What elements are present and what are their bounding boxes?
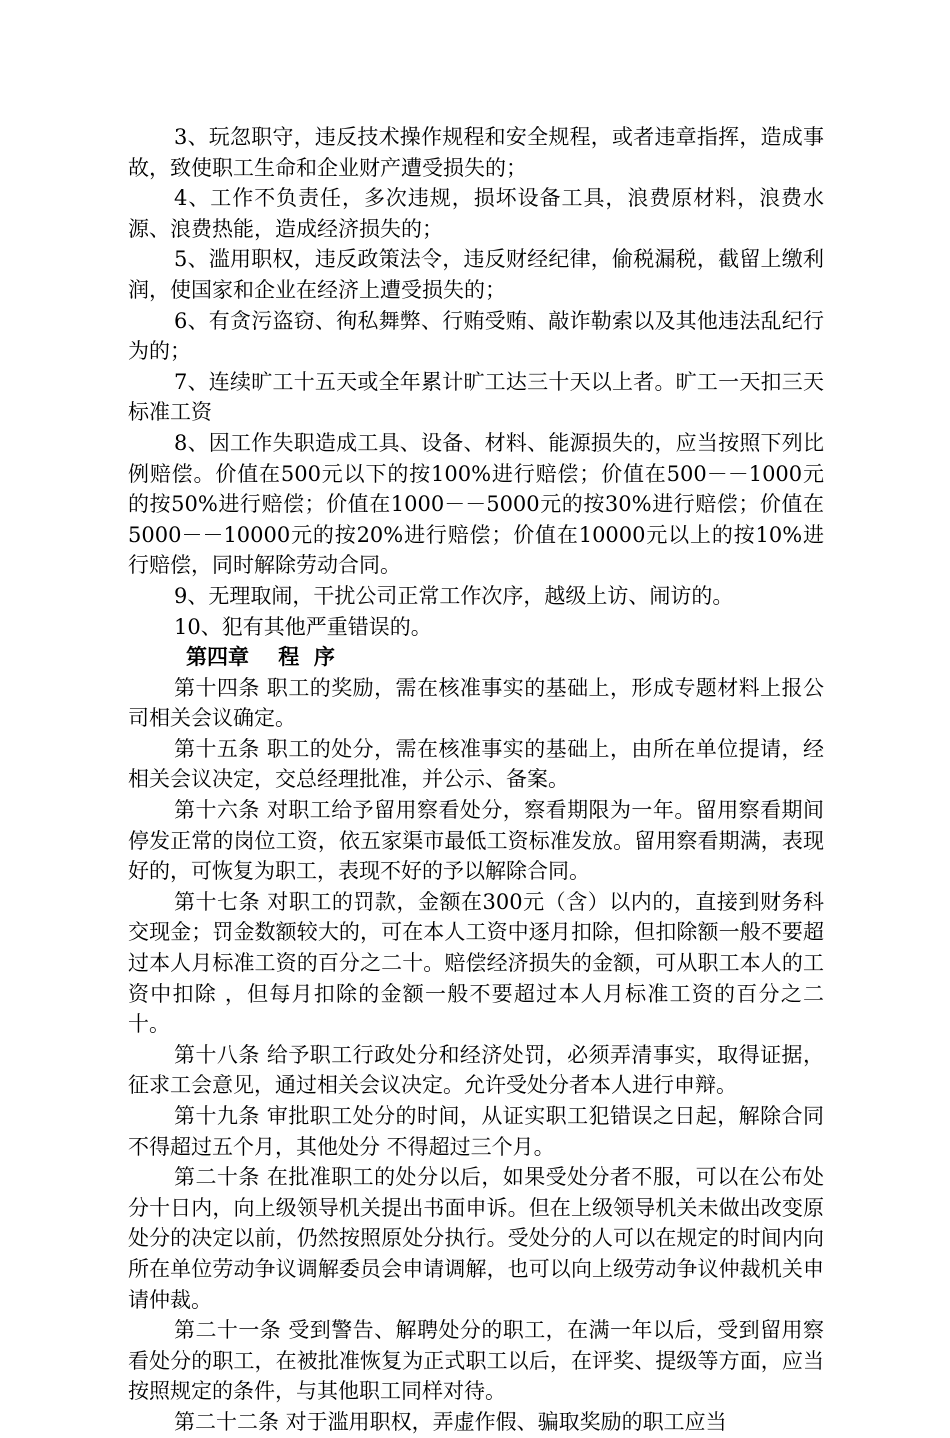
list-item-8: 8、因工作失职造成工具、设备、材料、能源损失的，应当按照下列比例赔偿。价值在500元以下的按100%进行赔偿；价值在500－－1000元的按50%进行赔偿；价值在1000－－5000元的按30%进行赔偿；价值在5000－－10000元的按20%进行赔偿；价值在10000元以上的按10%进行赔偿，同时解除劳动合同。 bbox=[128, 430, 824, 578]
article-14: 第十四条 职工的奖励，需在核准事实的基础上，形成专题材料上报公司相关会议确定。 bbox=[128, 675, 824, 731]
article-15: 第十五条 职工的处分，需在核准事实的基础上，由所在单位提请，经相关会议决定，交总经理批准，并公示、备案。 bbox=[128, 736, 824, 792]
list-item-7: 7、连续旷工十五天或全年累计旷工达三十天以上者。旷工一天扣三天标准工资 bbox=[128, 369, 824, 425]
list-item-5: 5、滥用职权，违反政策法令，违反财经纪律，偷税漏税，截留上缴利润，使国家和企业在经济上遭受损失的； bbox=[128, 247, 824, 302]
chapter-heading: 第四章 程 序 bbox=[186, 645, 335, 670]
article-20: 第二十条 在批准职工的处分以后，如果受处分者不服，可以在公布处分十日内，向上级领导机关提出书面申诉。但在上级领导机关未做出改变原处分的决定以前，仍然按照原处分执行。受处分的人可以在规定的时间内向所在单位劳动争议调解委员会申请调解，也可以向上级劳动争议仲裁机关申请仲裁。 bbox=[128, 1165, 824, 1312]
list-item-10: 10、犯有其他严重错误的。 bbox=[174, 614, 432, 639]
list-item-9: 9、无理取闹，干扰公司正常工作次序，越级上访、闹访的。 bbox=[174, 583, 734, 608]
article-18: 第十八条 给予职工行政处分和经济处罚，必须弄清事实，取得证据，征求工会意见，通过相关会议决定。允许受处分者本人进行申辩。 bbox=[128, 1042, 824, 1098]
list-item-6: 6、有贪污盗窃、徇私舞弊、行贿受贿、敲诈勒索以及其他违法乱纪行为的； bbox=[128, 308, 824, 364]
document-page bbox=[128, 122, 824, 1438]
article-19: 第十九条 审批职工处分的时间，从证实职工犯错误之日起，解除合同不得超过五个月，其他处分 不得超过三个月。 bbox=[128, 1104, 824, 1159]
article-22: 第二十二条 对于滥用职权，弄虚作假、骗取奖励的职工应当 bbox=[174, 1409, 727, 1434]
list-item-4: 4、工作不负责任，多次违规，损坏设备工具，浪费原材料，浪费水源、浪费热能，造成经济损失的； bbox=[128, 186, 824, 241]
article-16: 第十六条 对职工给予留用察看处分，察看期限为一年。留用察看期间停发正常的岗位工资，依五家渠市最低工资标准发放。留用察看期满，表现好的，可恢复为职工，表现不好的予以解除合同。 bbox=[128, 798, 824, 884]
article-17: 第十七条 对职工的罚款，金额在300元（含）以内的，直接到财务科交现金；罚金数额较大的，可在本人工资中逐月扣除，但扣除额一般不要超过本人月标准工资的百分之二十。赔偿经济损失的金额，可从职工本人的工资中扣除 ，但每月扣除的金额一般不要超过本人月标准工资的百分之二十。 bbox=[128, 889, 824, 1037]
article-21: 第二十一条 受到警告、解聘处分的职工，在满一年以后，受到留用察看处分的职工，在被批准恢复为正式职工以后，在评奖、提级等方面，应当按照规定的条件，与其他职工同样对待。 bbox=[128, 1318, 824, 1404]
list-item-3: 3、玩忽职守，违反技术操作规程和安全规程，或者违章指挥，造成事故，致使职工生命和企业财产遭受损失的； bbox=[128, 125, 824, 180]
